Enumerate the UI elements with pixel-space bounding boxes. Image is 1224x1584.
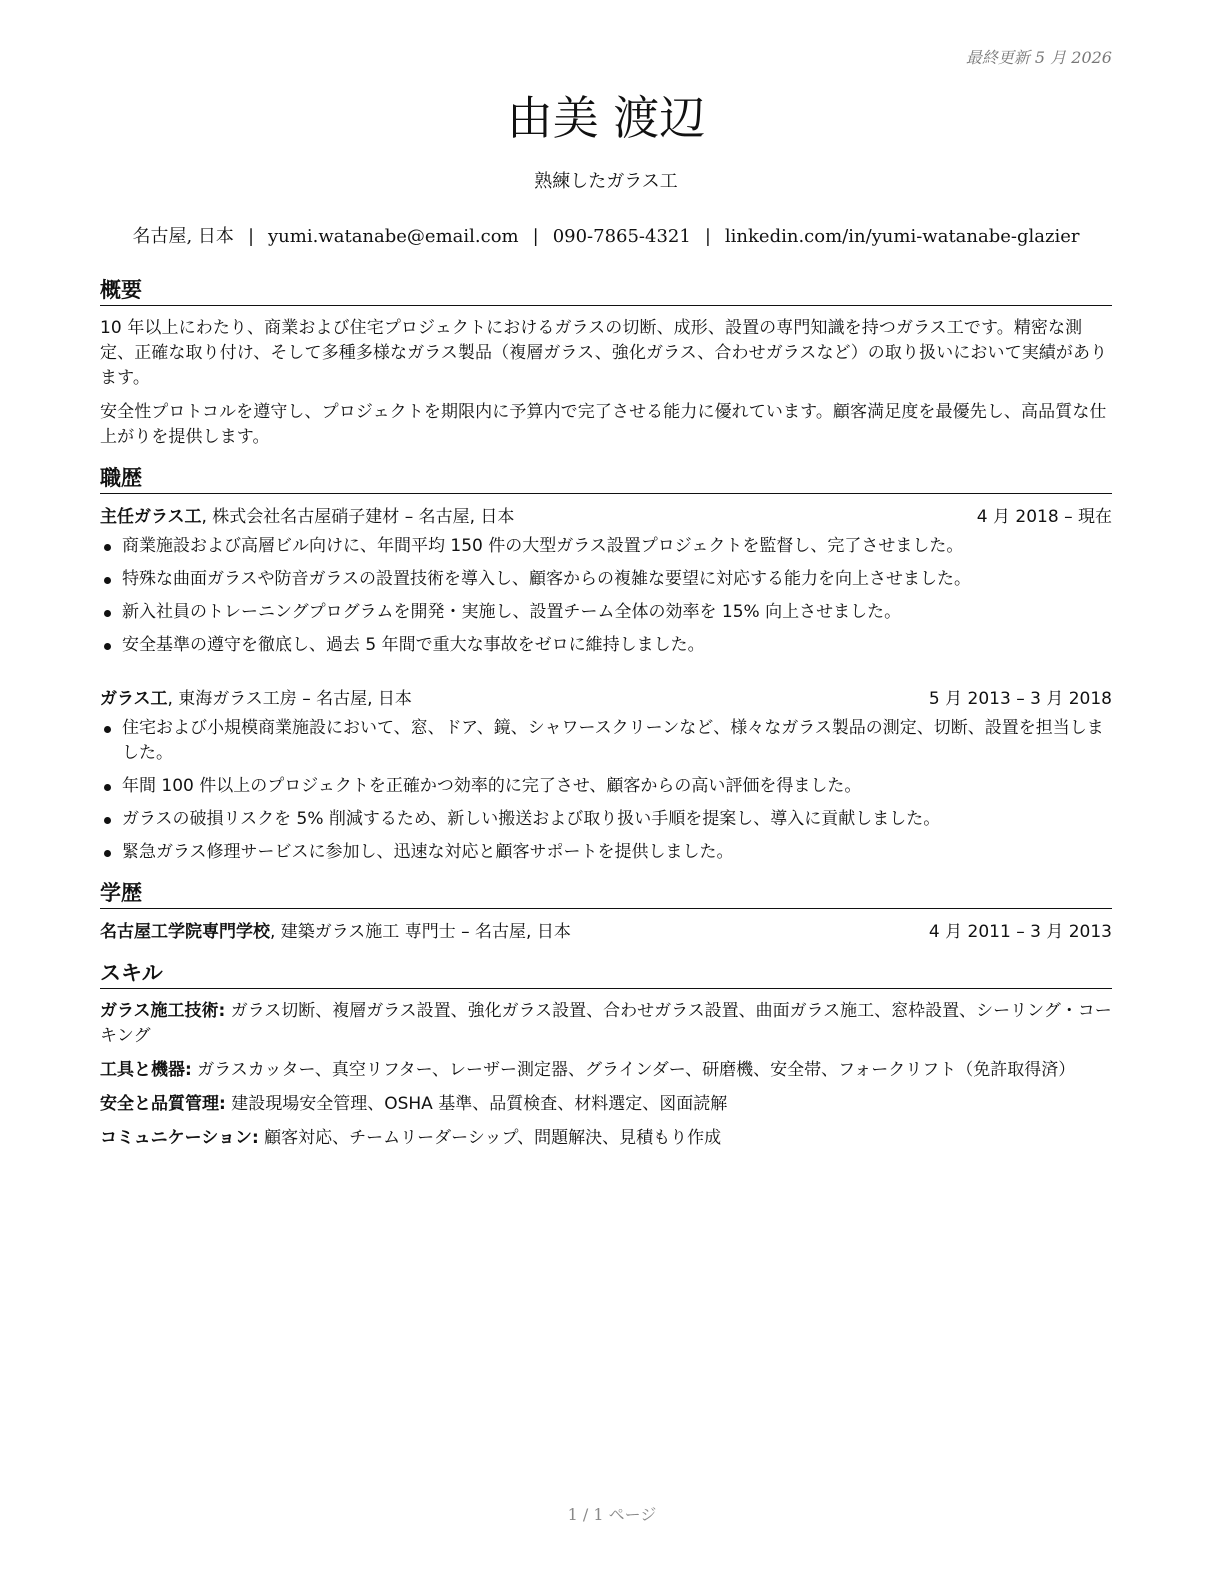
candidate-name: 由美 渡辺 (506, 91, 706, 145)
job-header (100, 686, 1112, 712)
skill-label: 工具と機器: (100, 1060, 192, 1080)
skill-row (100, 1126, 1112, 1151)
job-entry (100, 686, 1112, 865)
education-heading: 学歴 (100, 879, 1112, 909)
summary-heading: 概要 (100, 276, 1112, 306)
skill-value: ガラス切断、複層ガラス設置、強化ガラス設置、合わせガラス設置、曲面ガラス施工、窓枠設置、シーリング・コーキング (100, 1001, 1112, 1046)
job-bullet: 新入社員のトレーニングプログラムを開発・実施し、設置チーム全体の効率を 15% 向上させました。 (100, 600, 1112, 625)
contact-phone[interactable]: 090-7865-4321 (552, 226, 691, 247)
last-updated: 最終更新 5 月 2026 (965, 48, 1112, 67)
job-org: , 株式会社名古屋硝子建材 – 名古屋, 日本 (201, 507, 515, 527)
experience-heading: 職歴 (100, 464, 1112, 494)
skill-value: ガラスカッター、真空リフター、レーザー測定器、グラインダー、研磨機、安全帯、フォークリフト（免許取得済） (191, 1060, 1076, 1080)
contact-separator: | (247, 226, 255, 247)
experience-section (100, 464, 1112, 865)
education-section (100, 879, 1112, 945)
job-dates: 4 月 2018 – 現在 (976, 507, 1112, 527)
skill-label: ガラス施工技術: (100, 1001, 226, 1021)
contact-separator: | (532, 226, 539, 247)
contact-linkedin[interactable]: linkedin.com/in/yumi-watanabe-glazier (724, 226, 1080, 247)
job-bullets (100, 716, 1112, 865)
skill-row (100, 1092, 1112, 1117)
resume-body (100, 276, 1112, 1160)
job-entry (100, 504, 1112, 658)
skill-label: 安全と品質管理: (100, 1094, 226, 1114)
contact-separator: | (704, 226, 711, 247)
job-title-line (100, 686, 412, 712)
skills-heading: スキル (100, 959, 1112, 989)
skill-label: コミュニケーション: (100, 1128, 259, 1148)
job-bullet: ガラスの破損リスクを 5% 削減するため、新しい搬送および取り扱い手順を提案し、導入に貢献しました。 (100, 807, 1112, 832)
job-bullet: 緊急ガラス修理サービスに参加し、迅速な対応と顧客サポートを提供しました。 (100, 840, 1112, 865)
job-bullet: 住宅および小規模商業施設において、窓、ドア、鏡、シャワースクリーンなど、様々なガラス製品の測定、切断、設置を担当しました。 (100, 716, 1112, 766)
education-title-line (100, 919, 571, 945)
skill-row (100, 999, 1112, 1049)
job-bullet: 安全基準の遵守を徹底し、過去 5 年間で重大な事故をゼロに維持しました。 (100, 633, 1112, 658)
education-dates: 4 月 2011 – 3 月 2013 (928, 922, 1112, 942)
job-org: , 東海ガラス工房 – 名古屋, 日本 (167, 689, 412, 709)
summary-section (100, 276, 1112, 450)
education-school: 名古屋工学院専門学校 (100, 922, 270, 942)
education-entry (100, 919, 1112, 945)
education-detail: , 建築ガラス施工 専門士 – 名古屋, 日本 (270, 922, 571, 942)
job-title-line (100, 504, 514, 530)
skill-row (100, 1058, 1112, 1083)
skills-section (100, 959, 1112, 1151)
skill-value: 建設現場安全管理、OSHA 基準、品質検査、材料選定、図面読解 (225, 1094, 728, 1114)
job-bullet: 商業施設および高層ビル向けに、年間平均 150 件の大型ガラス設置プロジェクトを監督し、完了させました。 (100, 534, 1112, 559)
skill-value: 顧客対応、チームリーダーシップ、問題解決、見積もり作成 (258, 1128, 722, 1148)
summary-paragraph: 10 年以上にわたり、商業および住宅プロジェクトにおけるガラスの切断、成形、設置の専門知識を持つガラス工です。精密な測定、正確な取り付け、そして多種多様なガラス製品（複層ガラス、強化ガラス、合わせガラスなど）の取り扱いにおいて実績があります。 (100, 318, 1108, 388)
job-role: ガラス工 (100, 689, 168, 709)
summary-paragraph: 安全性プロトコルを遵守し、プロジェクトを期限内に予算内で完了させる能力に優れています。顧客満足度を最優先し、高品質な仕上がりを提供します。 (100, 402, 1107, 447)
job-bullets (100, 534, 1112, 658)
contact-line (100, 225, 1112, 249)
job-bullet: 年間 100 件以上のプロジェクトを正確かつ効率的に完了させ、顧客からの高い評価を得ました。 (100, 774, 1112, 799)
job-header (100, 504, 1112, 530)
contact-location: 名古屋, 日本 (132, 226, 234, 247)
job-dates: 5 月 2013 – 3 月 2018 (928, 689, 1112, 709)
candidate-headline: 熟練したガラス工 (534, 171, 678, 192)
contact-email[interactable]: yumi.watanabe@email.com (268, 226, 519, 247)
job-bullet: 特殊な曲面ガラスや防音ガラスの設置技術を導入し、顧客からの複雑な要望に対応する能力を向上させました。 (100, 567, 1112, 592)
page-indicator: 1 / 1 ページ (567, 1505, 657, 1524)
job-role: 主任ガラス工 (100, 507, 202, 527)
